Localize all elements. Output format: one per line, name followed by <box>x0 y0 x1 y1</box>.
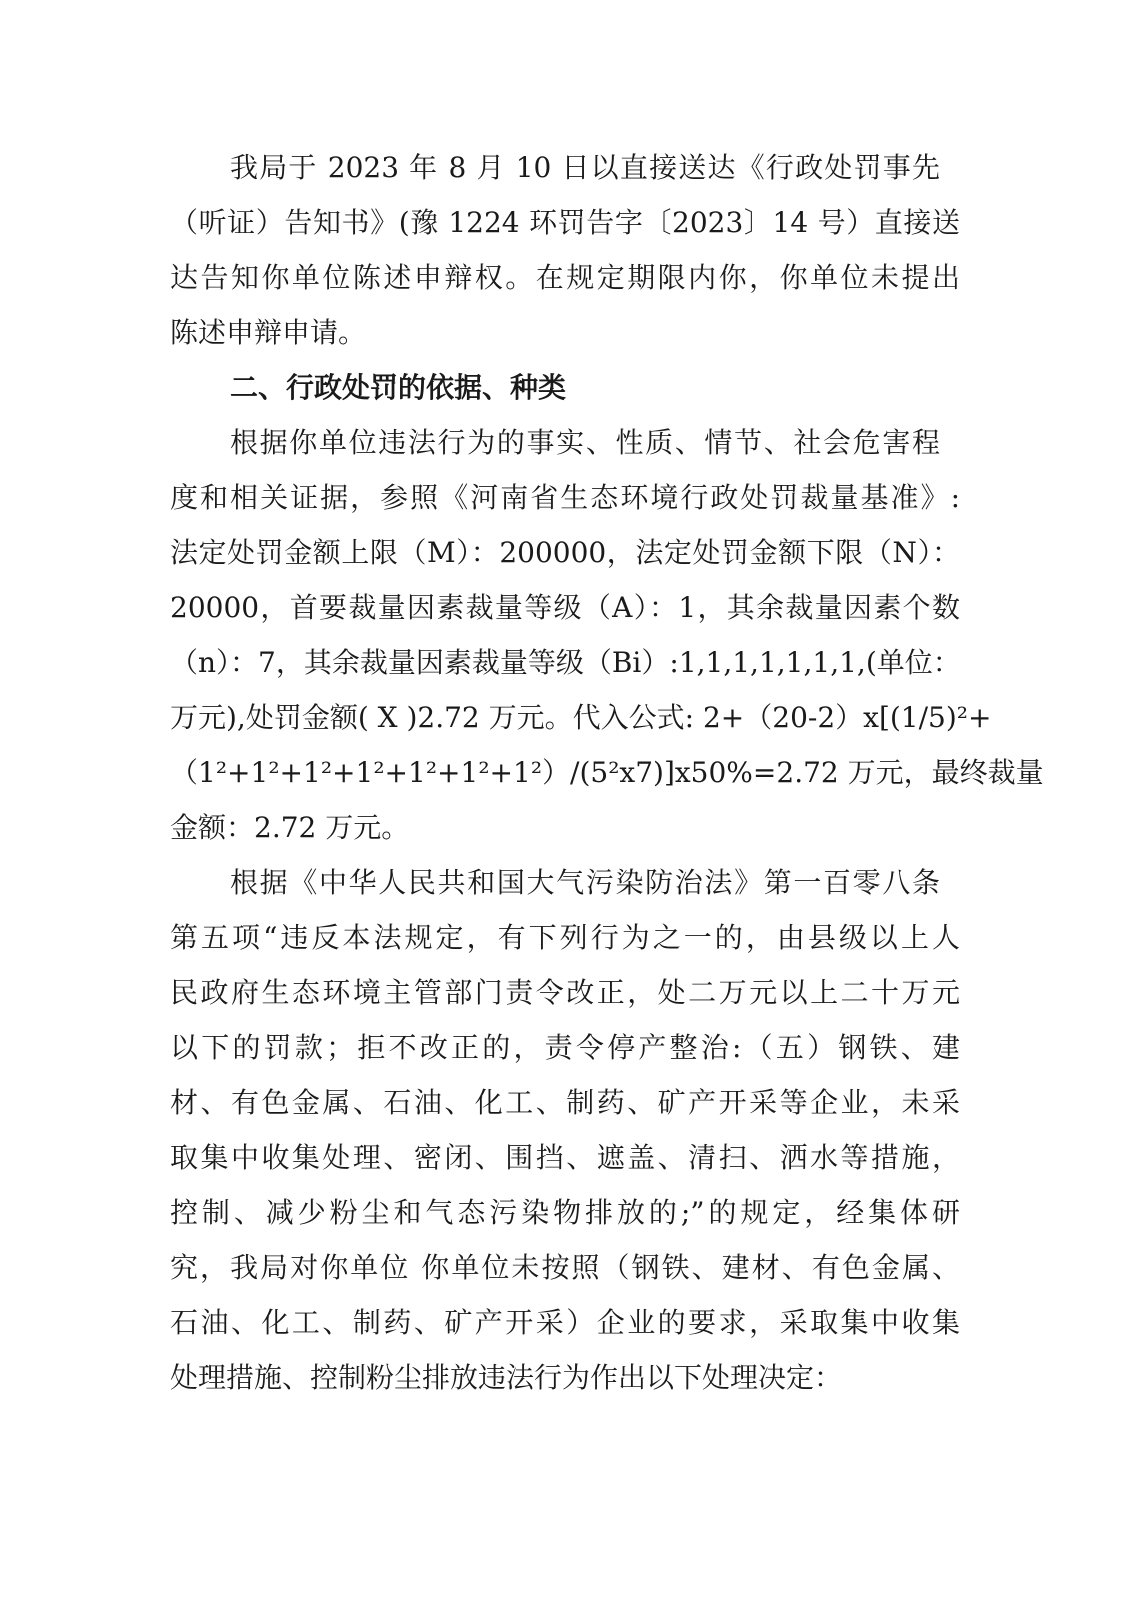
paragraph-2-line-6: 万元),处罚金额( X )2.72 万元。代入公式: 2+（20-2）x[(1/5)²+ <box>170 701 992 734</box>
paragraph-3-line-8: 究，我局对你单位 你单位未按照（钢铁、建材、有色金属、 <box>170 1251 960 1284</box>
paragraph-3-line-10: 处理措施、控制粉尘排放违法行为作出以下处理决定： <box>170 1361 843 1394</box>
paragraph-2-line-3: 法定处罚金额上限（M）：200000，法定处罚金额下限（N）： <box>170 536 960 569</box>
paragraph-3-line-9: 石油、化工、制药、矿产开采）企业的要求，采取集中收集 <box>170 1306 960 1339</box>
paragraph-2-line-7: （1²+1²+1²+1²+1²+1²+1²）/(5²x7)]x50%=2.72 万元，最终裁量 <box>170 756 1044 789</box>
paragraph-2-line-8: 金额：2.72 万元。 <box>170 811 410 844</box>
paragraph-3-line-1: 根据《中华人民共和国大气污染防治法》第一百零八条 <box>230 866 940 899</box>
paragraph-3-line-4: 以下的罚款；拒不改正的，责令停产整治:（五）钢铁、建 <box>170 1031 960 1064</box>
paragraph-3-line-6: 取集中收集处理、密闭、围挡、遮盖、清扫、洒水等措施， <box>170 1141 960 1174</box>
paragraph-1-line-4: 陈述申辩申请。 <box>170 316 367 349</box>
paragraph-1-line-1: 我局于 2023 年 8 月 10 日以直接送达《行政处罚事先 <box>230 151 940 184</box>
paragraph-3-line-2: 第五项“违反本法规定，有下列行为之一的，由县级以上人 <box>170 921 960 954</box>
paragraph-2-line-4: 20000，首要裁量因素裁量等级（A）：1，其余裁量因素个数 <box>170 591 960 624</box>
paragraph-3-line-3: 民政府生态环境主管部门责令改正，处二万元以上二十万元 <box>170 976 960 1009</box>
paragraph-1-line-3: 达告知你单位陈述申辩权。在规定期限内你，你单位未提出 <box>170 261 960 294</box>
paragraph-3-line-5: 材、有色金属、石油、化工、制药、矿产开采等企业，未采 <box>170 1086 960 1119</box>
paragraph-1-line-2: （听证）告知书》(豫 1224 环罚告字〔2023〕14 号）直接送 <box>170 206 960 239</box>
section-heading: 二、行政处罚的依据、种类 <box>230 371 567 404</box>
paragraph-2-line-1: 根据你单位违法行为的事实、性质、情节、社会危害程 <box>230 426 940 459</box>
paragraph-2-line-2: 度和相关证据，参照《河南省生态环境行政处罚裁量基准》: <box>170 481 960 514</box>
paragraph-2-line-5: （n）：7，其余裁量因素裁量等级（Bi）:1,1,1,1,1,1,1,(单位： <box>170 646 961 679</box>
paragraph-3-line-7: 控制、减少粉尘和气态污染物排放的;”的规定，经集体研 <box>170 1196 960 1229</box>
